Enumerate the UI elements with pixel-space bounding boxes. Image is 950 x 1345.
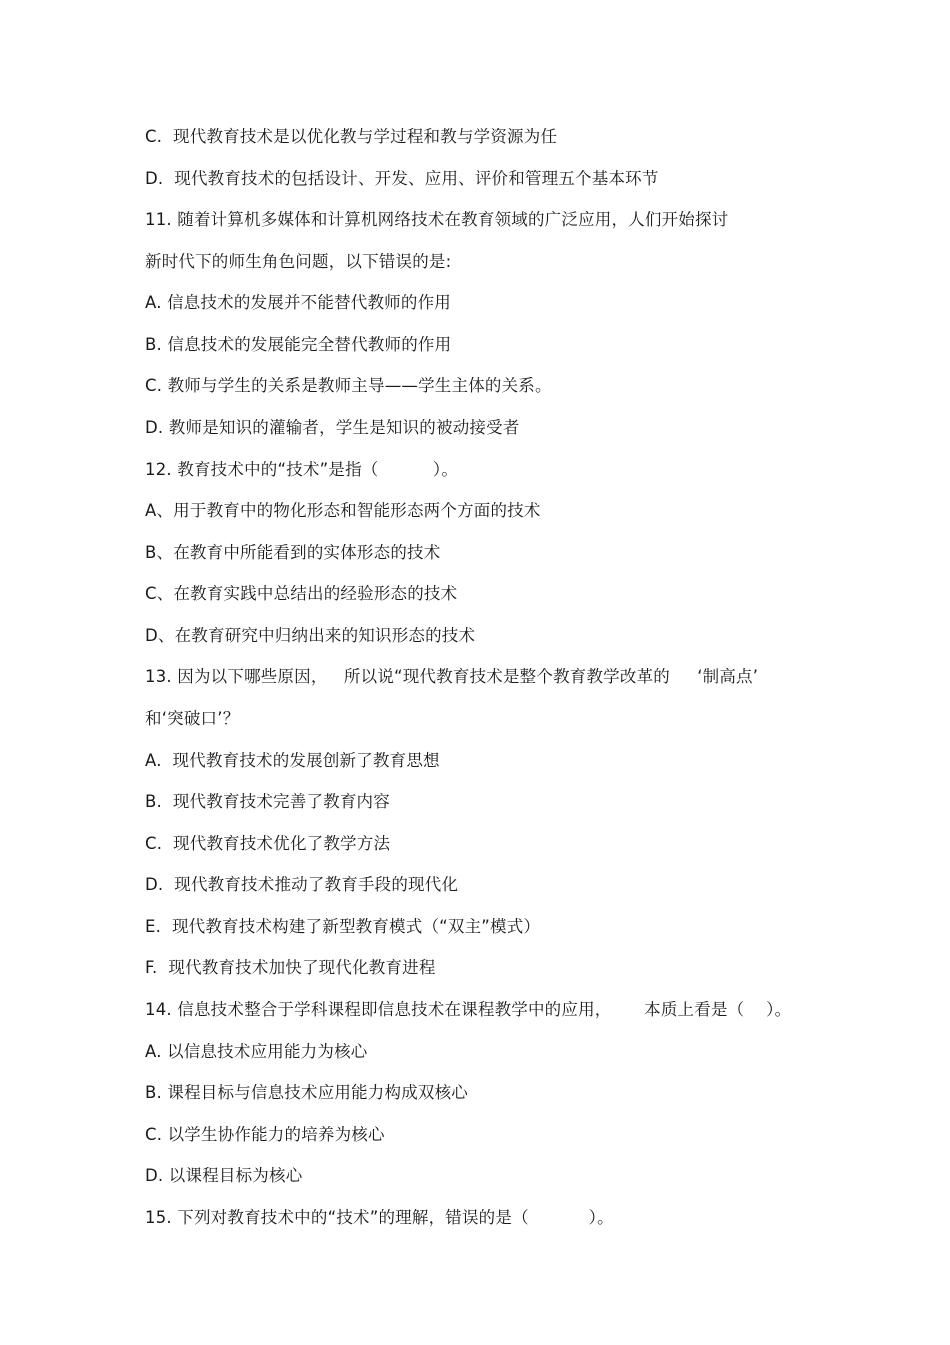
option-c-q12: C、在教育实践中总结出的经验形态的技术	[145, 584, 458, 603]
option-d-q14: D. 以课程目标为核心	[145, 1166, 303, 1185]
option-e-q13: E. 现代教育技术构建了新型教育模式（“双主”模式）	[145, 917, 541, 936]
question-12: 12. 教育技术中的“技术”是指（ ）。	[145, 460, 459, 479]
option-d-q10: D. 现代教育技术的包括设计、开发、应用、评价和管理五个基本环节	[145, 169, 659, 188]
question-11-continued: 新时代下的师生角色问题，以下错误的是:	[145, 252, 452, 271]
option-c-q11: C. 教师与学生的关系是教师主导——学生主体的关系。	[145, 376, 552, 395]
option-d-q12: D、在教育研究中归纳出来的知识形态的技术	[145, 626, 476, 645]
option-d-q13: D. 现代教育技术推动了教育手段的现代化	[145, 875, 459, 894]
question-11: 11. 随着计算机多媒体和计算机网络技术在教育领域的广泛应用，人们开始探讨	[145, 210, 729, 229]
question-15: 15. 下列对教育技术中的“技术”的理解，错误的是（ ）。	[145, 1208, 614, 1227]
option-b-q12: B、在教育中所能看到的实体形态的技术	[145, 543, 441, 562]
question-13-continued: 和‘突破口’？	[145, 709, 240, 728]
option-c-q14: C. 以学生协作能力的培养为核心	[145, 1125, 385, 1144]
question-14: 14. 信息技术整合于学科课程即信息技术在课程教学中的应用， 本质上看是（ ）。	[145, 1000, 792, 1019]
option-a-q14: A. 以信息技术应用能力为核心	[145, 1042, 368, 1061]
option-f-q13: F. 现代教育技术加快了现代化教育进程	[145, 958, 436, 977]
option-a-q13: A. 现代教育技术的发展创新了教育思想	[145, 751, 440, 770]
option-b-q13: B. 现代教育技术完善了教育内容	[145, 792, 390, 811]
option-c-q13: C. 现代教育技术优化了教学方法	[145, 834, 391, 853]
option-c-q10: C. 现代教育技术是以优化教与学过程和教与学资源为任	[145, 127, 558, 146]
option-d-q11: D. 教师是知识的灌输者，学生是知识的被动接受者	[145, 418, 520, 437]
option-a-q12: A、用于教育中的物化形态和智能形态两个方面的技术	[145, 501, 541, 520]
option-b-q11: B. 信息技术的发展能完全替代教师的作用	[145, 335, 452, 354]
option-b-q14: B. 课程目标与信息技术应用能力构成双核心	[145, 1083, 469, 1102]
option-a-q11: A. 信息技术的发展并不能替代教师的作用	[145, 293, 451, 312]
question-13: 13. 因为以下哪些原因， 所以说“现代教育技术是整个教育教学改革的 ‘制高点’	[145, 667, 759, 686]
